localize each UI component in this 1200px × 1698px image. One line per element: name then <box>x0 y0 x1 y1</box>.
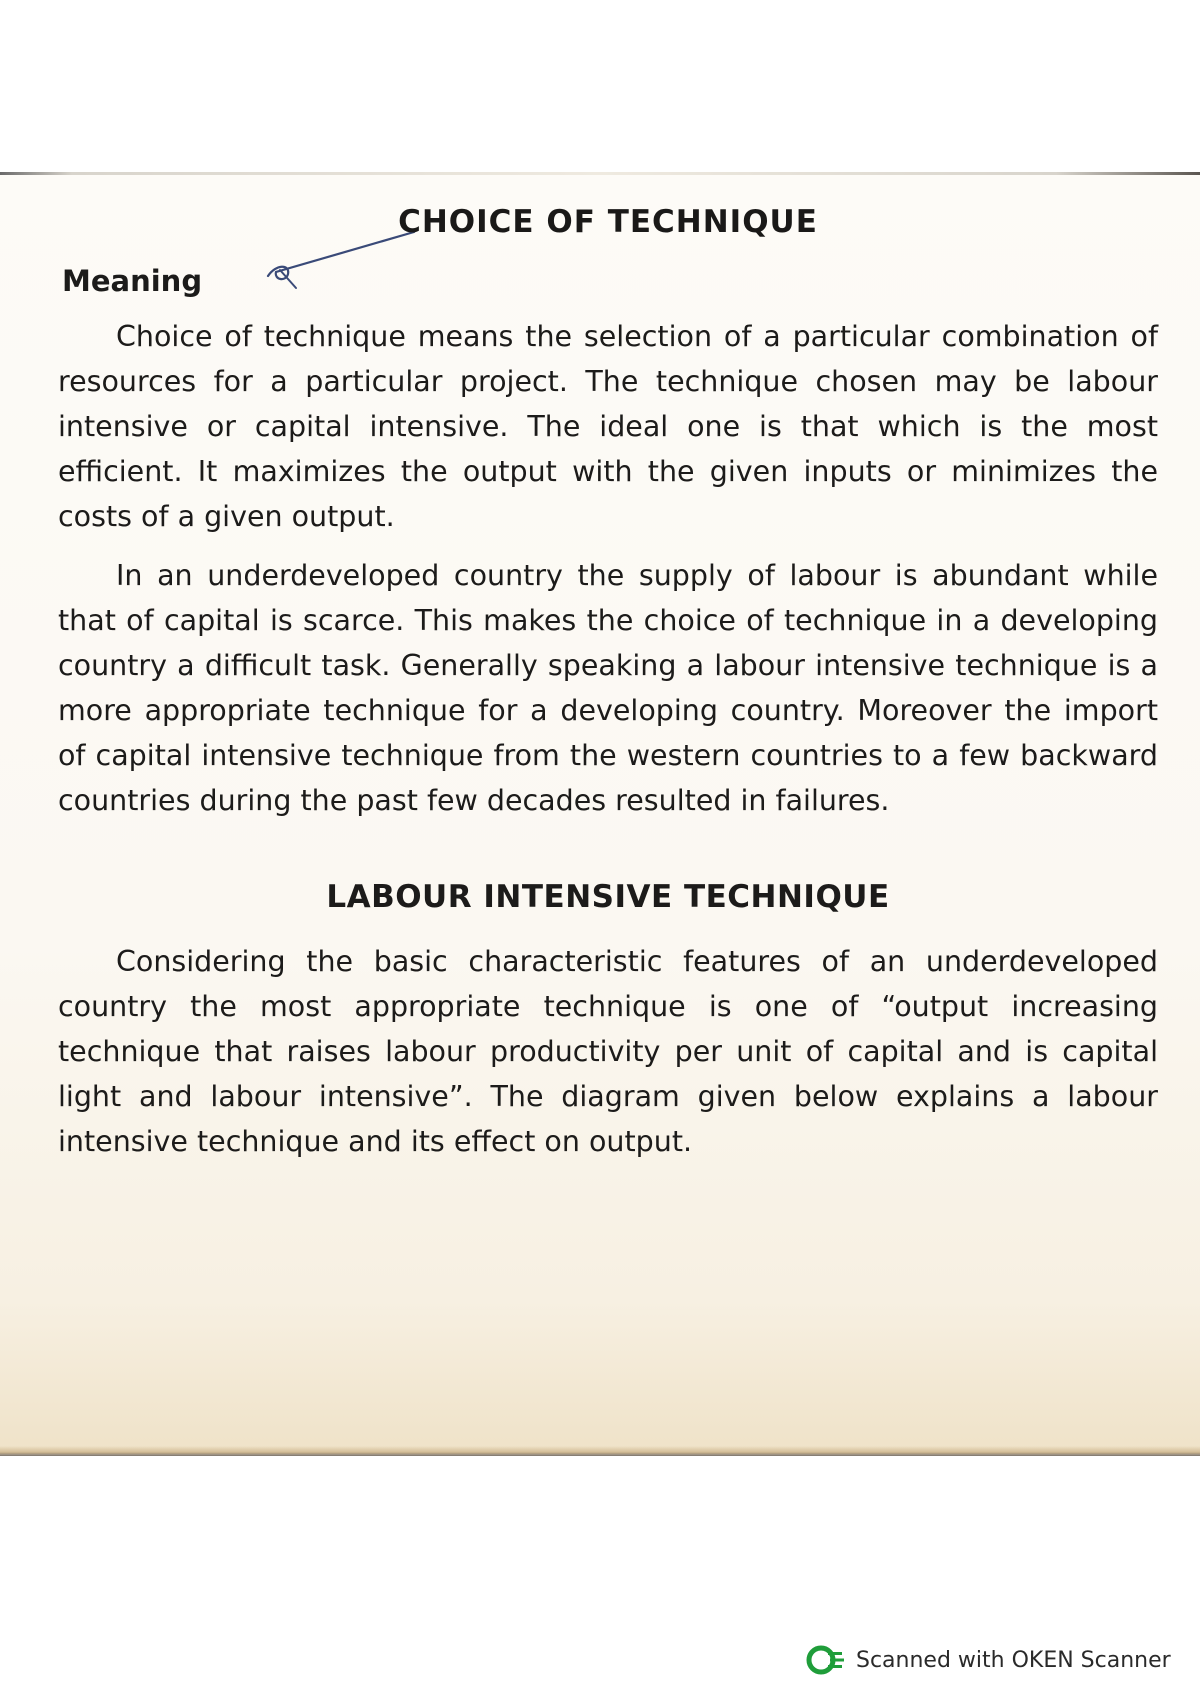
page-bottom-edge <box>0 1446 1200 1456</box>
paragraph-labour-intensive: Considering the basic characteristic features of an underdeveloped country the most appropriate technique is one of “output increasing technique that raises labour productivity per unit of capital and is capital light and labour intensive”. The diagram given below explains a labour intensive technique and its effect on output. <box>58 945 1158 1158</box>
document-body <box>58 200 1158 1164</box>
paragraph-underdeveloped-country: In an underdeveloped country the supply of labour is abundant while that of capital is scarce. This makes the choice of technique in a developing country a difficult task. Generally speaking a labour intensive technique is a more appropriate technique for a developing country. Moreover the import of capital intensive technique from the western countries to a few backward countries during the past few decades resulted in failures. <box>58 559 1158 817</box>
page-title: CHOICE OF TECHNIQUE <box>398 204 818 240</box>
section-heading-labour-intensive: LABOUR INTENSIVE TECHNIQUE <box>326 879 890 915</box>
oken-scanner-logo-icon <box>806 1643 846 1677</box>
paragraph-meaning-definition: Choice of technique means the selection of a particular combination of resources for a particular project. The technique chosen may be labour intensive or capital intensive. The ideal one is that which is the most efficient. It maximizes the output with the given inputs or minimizes the costs of a given output. <box>58 320 1158 533</box>
scanner-watermark-text: Scanned with OKEN Scanner <box>856 1647 1171 1673</box>
section-heading-meaning: Meaning <box>62 264 203 298</box>
page-top-edge <box>0 172 1200 175</box>
scanner-watermark <box>806 1642 1171 1678</box>
